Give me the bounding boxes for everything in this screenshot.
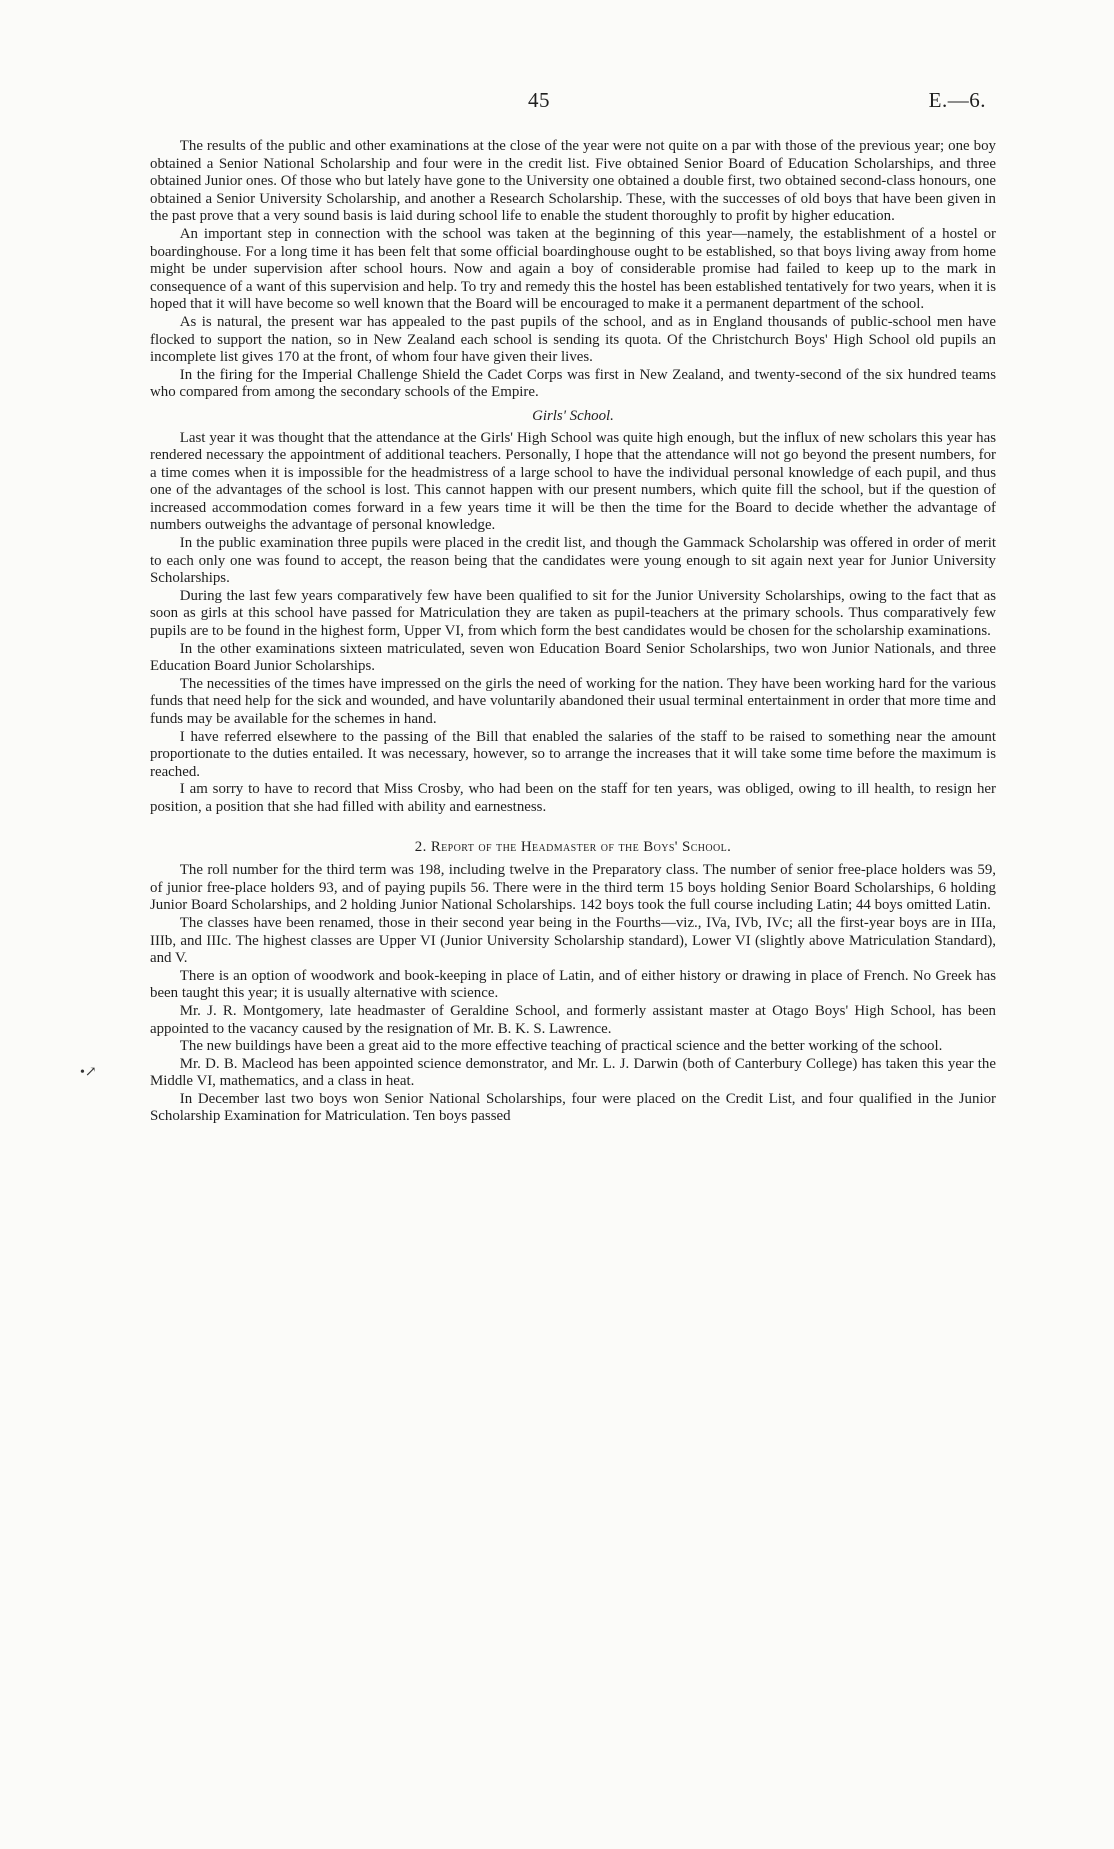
paragraph: The necessities of the times have impressed on the girls the need of working for the nation. They have been working hard for the various funds that need help for the sick and wounded, and have voluntarily abandoned their usual terminal entertainment in order that more time and funds may be available for the schemes in hand. bbox=[150, 675, 996, 727]
report-heading: 2. Report of the Headmaster of the Boys' School. bbox=[414, 838, 732, 855]
paragraph: Last year it was thought that the attendance at the Girls' High School was quite high enough, but the influx of new scholars this year has rendered necessary the appointment of additional teachers. Personally, I hope that the attendance will not go beyond the present numbers, for a time comes when it is impossible for the headmistress of a large school to have the individual personal knowledge of each pupil, and thus one of the advantages of the school is lost. This cannot happen with our present numbers, which quite fill the school, but if the question of increased accommodation comes forward in a few years time it will be then the time for the Board to decide whether the advantage of numbers outweighs the advantage of personal knowledge. bbox=[150, 429, 996, 534]
paragraph: The new buildings have been a great aid to the more effective teaching of practical science and the better working of the school. bbox=[179, 1038, 943, 1055]
paragraph: In the firing for the Imperial Challenge Shield the Cadet Corps was first in New Zealand, and twenty-second of the six hundred teams who compared from among the secondary schools of the Empire. bbox=[150, 366, 996, 401]
paragraph: The classes have been renamed, those in their second year being in the Fourths—viz., IVa, IVb, IVc; all the first-year boys are in IIIa, IIIb, and IIIc. The highest classes are Upper VI (Junior University Scholarship standard), Lower VI (slightly above Matriculation Standard), and V. bbox=[150, 914, 996, 967]
paragraph: In December last two boys won Senior National Scholarships, four were placed on the Credit List, and four qualified in the Junior Scholarship Examination for Matriculation. Ten boys passed bbox=[150, 1090, 996, 1125]
paragraph: The roll number for the third term was 198, including twelve in the Preparatory class. The number of senior free-place holders was 59, of junior free-place holders 93, and of paying pupils 56. There were in the third term 15 boys holding Senior Board Scholarships, 6 holding Junior Board Scholarships, and 2 holding Junior National Scholarships. 142 boys took the full course including Latin; 44 boys omitted Latin. bbox=[150, 862, 996, 914]
page-number: 45 bbox=[528, 88, 550, 112]
paragraph: The results of the public and other examinations at the close of the year were not quite on a par with those of the previous year; one boy obtained a Senior National Scholarship and four were in the credit list. Five obtained Senior Board of Education Scholarships, and three obtained Junior ones. Of those who but lately have gone to the University one obtained a double first, two obtained second-class honours, one obtained a Senior University Scholarship, and another a Research Scholarship. These, with the successes of old boys that have been given in the past prove that a very sound basis is laid during school life to enable the student thoroughly to profit by higher education. bbox=[150, 138, 996, 225]
boys-school-section bbox=[150, 138, 996, 402]
margin-mark-icon: •↗ bbox=[80, 1065, 97, 1080]
paragraph: In the public examination three pupils were placed in the credit list, and though the Gammack Scholarship was offered in order of merit to each only one was found to accept, the reason being that the candidates were young enough to sit again next year for Junior University Scholarships. bbox=[150, 535, 996, 587]
page-header bbox=[0, 88, 1114, 118]
girls-school-section bbox=[150, 408, 996, 817]
paragraph: Mr. D. B. Macleod has been appointed science demonstrator, and Mr. L. J. Darwin (both of Canterbury College) has taken this year the Middle VI, mathematics, and a class in heat. bbox=[150, 1055, 996, 1090]
paragraph: In the other examinations sixteen matriculated, seven won Education Board Senior Scholarships, two won Junior Nationals, and three Education Board Junior Scholarships. bbox=[150, 640, 996, 675]
paragraph: An important step in connection with the school was taken at the beginning of this year—namely, the establishment of a hostel or boardinghouse. For a long time it has been felt that some official boardinghouse ought to be established, so that boys living away from home might be under supervision after school hours. Now and again a boy of considerable promise had failed to keep up to the mark in consequence of a want of this supervision and help. To try and remedy this the hostel has been established tentatively for two years, when it is hoped that it will have become so well known that the Board will be encouraged to make it a permanent department of the school. bbox=[150, 225, 996, 313]
section-heading: Girls' School. bbox=[532, 407, 614, 424]
paragraph: I have referred elsewhere to the passing of the Bill that enabled the salaries of the staff to be raised to something near the amount proportionate to the duties entailed. It was necessary, however, so to arrange the increases that it will take some time before the maximum is reached. bbox=[150, 728, 996, 780]
paragraph: During the last few years comparatively few have been qualified to sit for the Junior University Scholarships, owing to the fact that as soon as girls at this school have passed for Matriculation they are taken as pupil-teachers at the primary schools. Thus comparatively few pupils are to be found in the highest form, Upper VI, from which form the best candidates would be chosen for the scholarship examinations. bbox=[150, 587, 996, 640]
paragraph: Mr. J. R. Montgomery, late headmaster of Geraldine School, and formerly assistant master at Otago Boys' High School, has been appointed to the vacancy caused by the resignation of Mr. B. K. S. Lawrence. bbox=[150, 1002, 996, 1037]
paragraph: As is natural, the present war has appealed to the past pupils of the school, and as in England thousands of public-school men have flocked to support the nation, so in New Zealand each school is sending its quota. Of the Christchurch Boys' High School old pupils an incomplete list gives 170 at the front, of whom four have given their lives. bbox=[150, 313, 996, 366]
headmaster-report-section bbox=[150, 839, 996, 1127]
document-body bbox=[150, 138, 996, 1126]
paragraph: There is an option of woodwork and book-keeping in place of Latin, and of either history or drawing in place of French. No Greek has been taught this year; it is usually alternative with science. bbox=[150, 967, 996, 1002]
document-reference: E.—6. bbox=[928, 88, 986, 112]
paragraph: I am sorry to have to record that Miss Crosby, who had been on the staff for ten years, was obliged, owing to ill health, to resign her position, a position that she had filled with ability and earnestness. bbox=[150, 781, 996, 815]
